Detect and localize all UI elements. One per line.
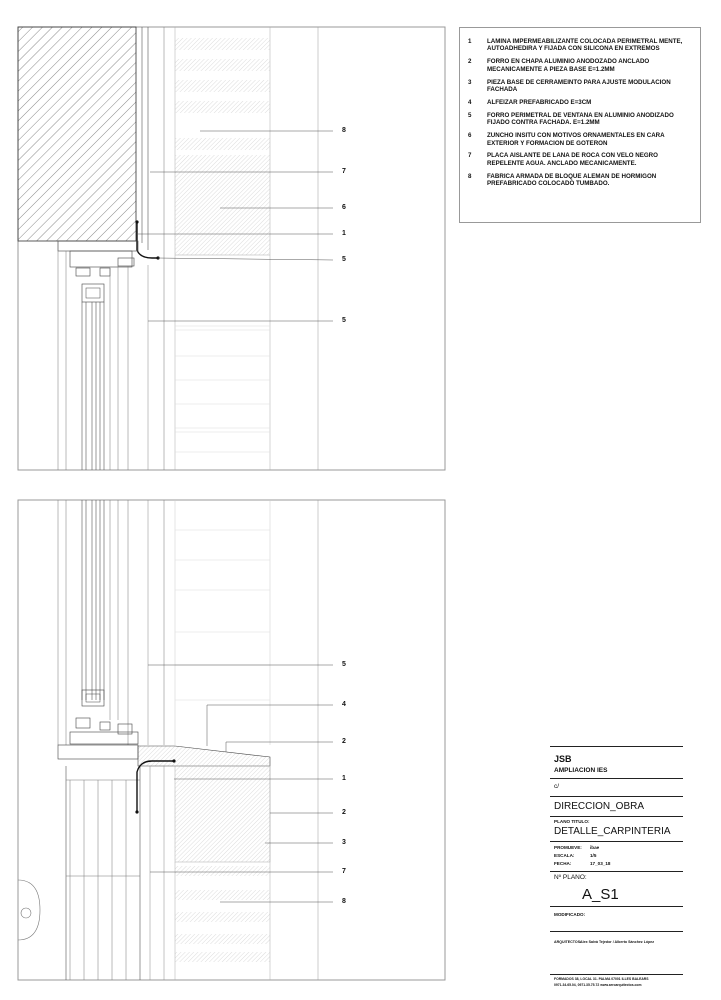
callout-bottom-2a: 2: [342, 738, 346, 745]
callout-bottom-8: 8: [342, 898, 346, 905]
legend-text: ALFEIZAR PREFABRICADO E=3CM: [487, 98, 592, 106]
date-label: FECHA:: [554, 861, 572, 866]
plan-title-label: PLANO TITULO:: [554, 819, 590, 824]
date-value: 17_03_18: [590, 861, 611, 866]
plan-number-label: Nº PLANO:: [554, 874, 587, 881]
promoter-value: ibae: [590, 845, 600, 850]
callout-bottom-2b: 2: [342, 809, 346, 816]
legend-number: 5: [468, 111, 472, 119]
legend-number: 8: [468, 172, 472, 180]
project-address: c/: [554, 783, 560, 790]
callout-top-5a: 5: [342, 256, 346, 263]
architects-value: Alex Salvà Tejedor / Alberto Sánchez López: [580, 940, 655, 944]
title-block: [550, 746, 683, 992]
callout-top-5b: 5: [342, 317, 346, 324]
legend-number: 7: [468, 152, 472, 160]
scale-value: 1/5: [590, 853, 597, 858]
top-detail: [18, 27, 445, 470]
legend-number: 6: [468, 132, 472, 140]
legend-item: [466, 79, 694, 94]
plan-title: DETALLE_CARPINTERIA: [554, 826, 671, 837]
callout-bottom-7: 7: [342, 868, 346, 875]
legend-number: 1: [468, 38, 472, 45]
callout-bottom-4: 4: [342, 701, 346, 708]
office-name: JSB: [554, 754, 572, 764]
legend-item: [466, 112, 694, 127]
project-phase: DIRECCION_OBRA: [554, 801, 645, 812]
callout-top-1: 1: [342, 230, 346, 237]
legend-text: FORRO EN CHAPA ALUMINIO ANODOZADO ANCLADO MECANICAMENTE A PIEZA BASE E=1.2MM: [487, 58, 650, 73]
ring-beam-zuncho: [175, 155, 270, 255]
prefabricated-sill: [138, 746, 270, 766]
architects-label: ARQUITECTOS:: [554, 940, 582, 944]
scale-label: ESCALA:: [554, 853, 575, 858]
legend-text: PIEZA BASE DE CERRAMEINTO PARA AJUSTE MODULACION FACHADA: [487, 78, 671, 94]
callout-top-7: 7: [342, 168, 346, 175]
waterproof-membrane-sill: [137, 761, 174, 812]
legend-text: ZUNCHO INSITU CON MOTIVOS ORNAMENTALES EN CARA EXTERIOR Y FORMACION DE GOTERON: [487, 132, 665, 147]
modified-label: MODIFICADO:: [554, 912, 586, 917]
legend-item: [466, 38, 694, 53]
bottom-detail: [18, 500, 445, 980]
callout-bottom-5: 5: [342, 661, 346, 668]
window-head-profile: [58, 241, 138, 251]
callout-bottom-3: 3: [342, 839, 346, 846]
materials-legend: [459, 27, 701, 223]
office-address: FORMADOS 38, LOCAL 31. PALMA 07001 ILLES BALEARS: [554, 977, 649, 981]
legend-number: 2: [468, 58, 472, 66]
plan-number: A_S1: [582, 886, 619, 903]
block-course: [175, 38, 270, 50]
waterproof-membrane: [137, 222, 158, 258]
base-closure-piece: [175, 766, 270, 862]
callout-bottom-1: 1: [342, 775, 346, 782]
legend-item: [466, 152, 694, 167]
legend-text: FABRICA ARMADA DE BLOQUE ALEMAN DE HORMIGON PREFABRICADO COLOCADO TUMBADO.: [487, 172, 657, 188]
callout-top-6: 6: [342, 204, 346, 211]
callout-top-8: 8: [342, 127, 346, 134]
legend-number: 4: [468, 98, 472, 106]
anchor-bolt: [21, 908, 31, 918]
legend-text: LAMINA IMPERMEABILIZANTE COLOCADA PERIMETRAL MENTE, AUTOADHEDIRA Y FIJADA CON SILICONA EN EXTREMOS: [487, 38, 683, 53]
window-sill-profile: [82, 690, 104, 706]
project-name: AMPLIACION IES: [554, 767, 608, 774]
legend-text: FORRO PERIMETRAL DE VENTANA EN ALUMINIO ANODIZADO FIJADO CONTRA FACHADA. E=1.2MM: [487, 111, 674, 127]
legend-item: [466, 173, 694, 188]
legend-item: [466, 132, 694, 147]
legend-number: 3: [468, 78, 472, 86]
concrete-lintel: [18, 27, 136, 241]
legend-text: PLACA AISLANTE DE LANA DE ROCA CON VELO NEGRO REPELENTE AGUA. ANCLADO MECANICAMENTE.: [487, 152, 658, 167]
legend-item: [466, 99, 694, 106]
office-contact: 0971.34.65.04, 0971.35.75.72 www.arrcarquitectos.com: [554, 983, 642, 987]
legend-item: [466, 58, 694, 73]
promoter-label: PROMUEVE:: [554, 845, 582, 850]
